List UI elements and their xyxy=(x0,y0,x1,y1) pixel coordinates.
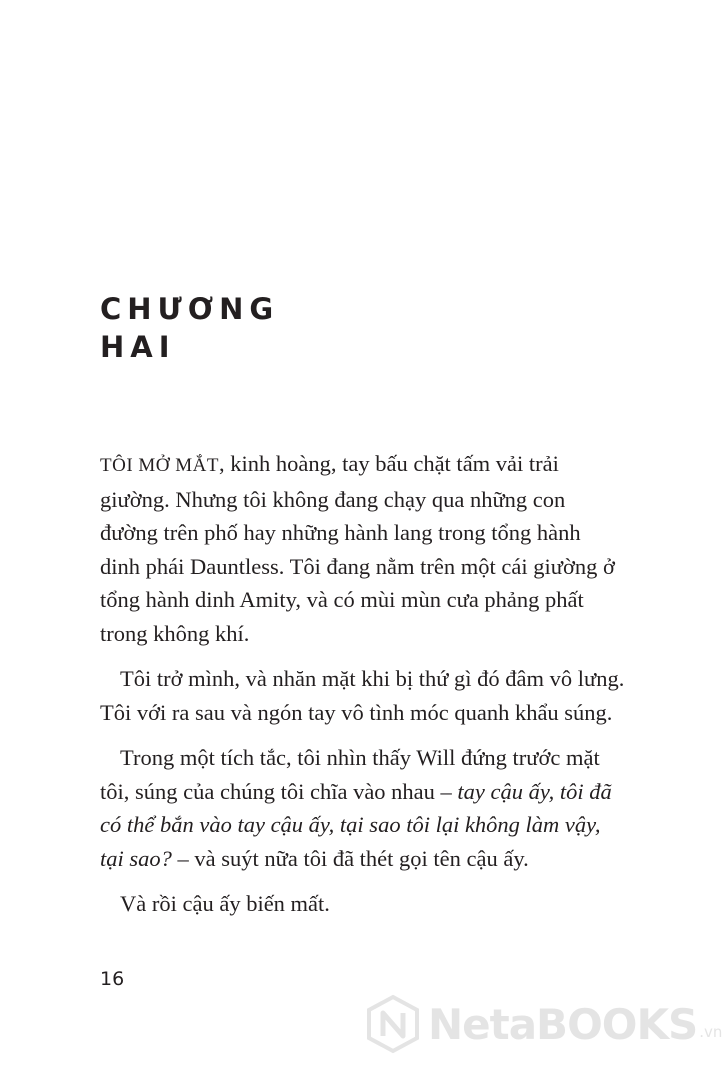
paragraph-3-text-after: – và suýt nữa tôi đã thét gọi tên cậu ấy. xyxy=(171,845,529,871)
watermark-suffix: .vn xyxy=(699,1023,722,1041)
paragraph-1-text: , kinh hoàng, tay bấu chặt tấm vải trải giường. Nhưng tôi không đang chạy qua những con đường trên phố hay những hành lang trong tổng hành dinh phái Dauntless. Tôi đang nằm trên một cái giường ở tổng hành dinh Amity, và có mùi mùn cưa phảng phất trong không khí. xyxy=(100,451,615,646)
paragraph-3 xyxy=(100,741,625,875)
paragraph-3-italic: tay cậu ấy, tôi đã có thể bắn vào tay cậu ấy, tại sao tôi lại không làm vậy, tại sao? xyxy=(100,778,612,871)
paragraph-1 xyxy=(100,447,625,650)
paragraph-lead-in: TÔI MỞ MẮT xyxy=(100,455,219,476)
watermark-brand: NetaBOOKS xyxy=(428,999,698,1049)
watermark xyxy=(366,993,722,1055)
chapter-heading-line-1: CHƯƠNG xyxy=(100,292,280,326)
chapter-heading xyxy=(100,290,279,366)
chapter-body xyxy=(100,447,625,933)
chapter-heading-line-2: HAI xyxy=(100,330,176,364)
paragraph-2: Tôi trở mình, và nhăn mặt khi bị thứ gì đó đâm vô lưng. Tôi với ra sau và ngón tay vô tình móc quanh khẩu súng. xyxy=(100,666,625,725)
page-number: 16 xyxy=(100,968,125,990)
netabooks-logo-icon xyxy=(366,995,420,1053)
paragraph-4: Và rồi cậu ấy biến mất. xyxy=(120,891,330,916)
paragraph-3-text-before: Trong một tích tắc, tôi nhìn thấy Will đứng trước mặt tôi, súng của chúng tôi chĩa vào nhau – xyxy=(100,745,600,804)
